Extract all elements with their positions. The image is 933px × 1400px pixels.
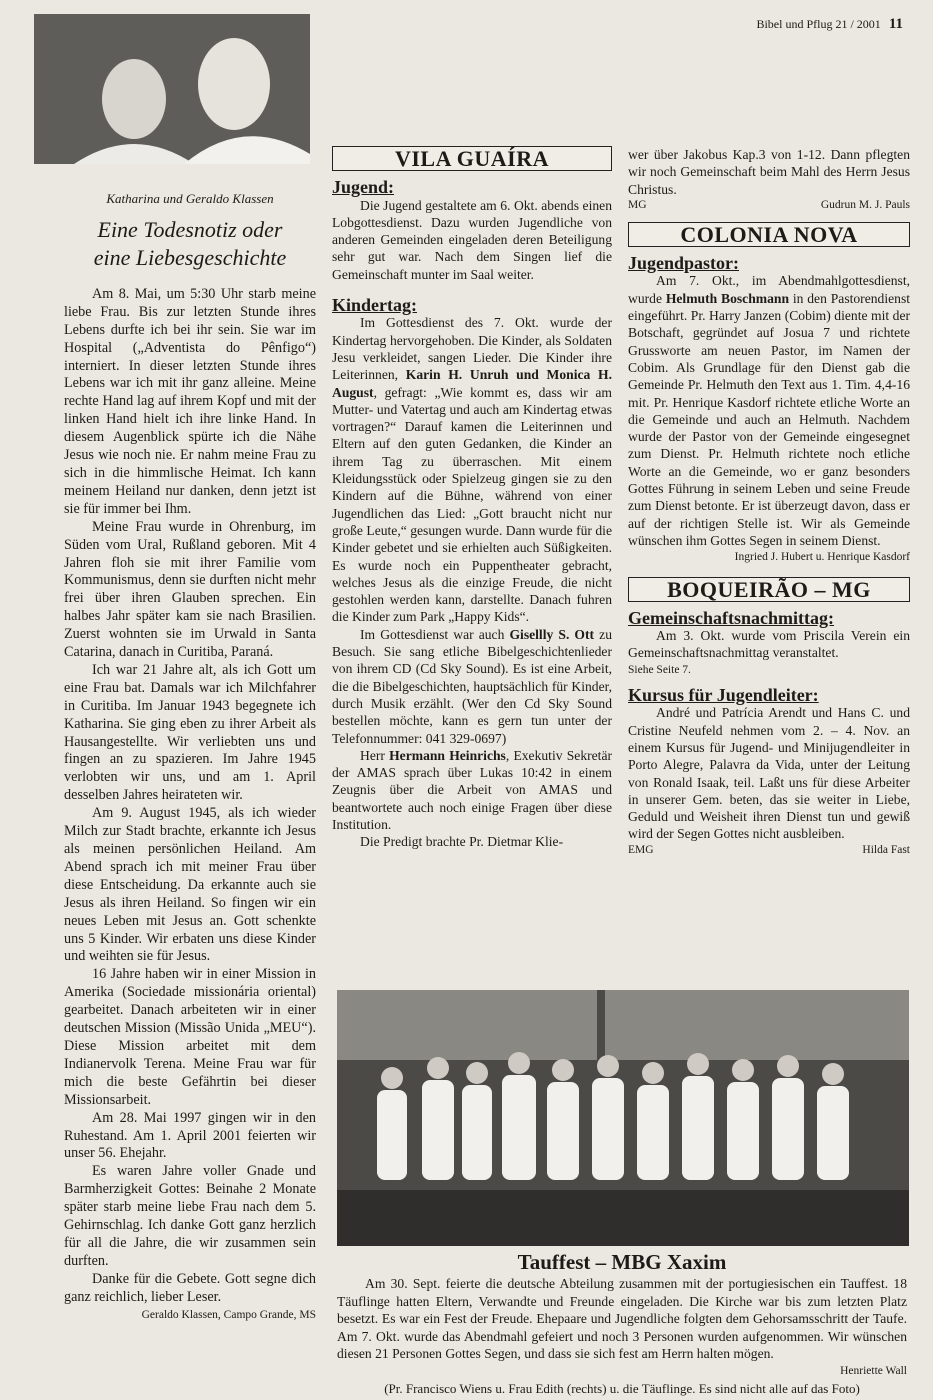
title-line-1: Eine Todesnotiz oder [97, 216, 283, 242]
group-photo [337, 990, 909, 1246]
paragraph: Am 3. Okt. wurde vom Priscila Verein ein Gemeinschaftsnachmittag veranstaltet. [628, 628, 910, 661]
signature: Henriette Wall [840, 1364, 907, 1377]
paragraph: André und Patrícia Arendt und Hans C. und Cristine Neufeld nehmen vom 2. – 4. Nov. an einem Kursus für Jugend- und Minijugendleiter in Porto Alegre, Palavra da Vida, unter der Leitung von Ronald Isaak, teil. Laßt uns für diese Arbeiter in unserer Gem. beten, das sie weiter in Liebe, Geduld und Weisheit ihren Dienst tun und gewiß wird der Segen Gottes nicht ausbleiben. [628, 705, 910, 842]
section-box-colonia-nova: COLONIA NOVA [628, 222, 910, 247]
text-span: Im Gottesdienst des 7. Okt. wurde der Kindertag hervorgehoben. Die Kinder, als Soldaten Jesu verkleidet, sangen Lieder. Die Kinder ihre Leiterinnen, [332, 315, 612, 383]
see-page-note: Siehe Seite 7. [628, 663, 691, 676]
photo-caption: Katharina und Geraldo Klassen [106, 191, 274, 206]
paragraph: wer über Jakobus Kap.3 von 1-12. Dann pflegten wir noch Gemeinschaft beim Mahl des Herrn Jesus Christus. [628, 147, 910, 197]
text-span: , gefragt: „Wie kommt es, dass wir am Mutter- und Vatertag und auch am Kindertag etwas vortragen?“ Darauf kamen die Leiterinnen und Eltern auf den guten Gedanken, die Kinder an ihrem Tag zu überraschen. Mit einem Kleidungsstück oder Spielzeug gingen sie zu den Kindern auf die Bühne, während von einer Jugendlichen das Lied: „Gott braucht nicht nur große Leute,“ gesungen wurde. Dann wurde für die Kinder gebetet und sie erhielten auch Süßigkeiten. Es wurde noch ein Puppentheater gebracht, welches Jesus als die einzige Freude, die nicht gestohlen werden kann, darstellte. Danach fuhren die Kinder zum Park „Happy Kids“. [332, 384, 612, 625]
baptism-article [337, 1275, 907, 1398]
paragraph: Ich war 21 Jahre alt, als ich Gott um eine Frau bat. Damals war ich Milchfahrer in Curitiba. Im Januar 1943 begegnete ich Katharina. Sie ging eben zu ihrer Arbeit als Hausangestellte. Wir verliebten uns und fingen an zu spazieren. Im Jahre 1945 verlobten wir uns, und am 1. April desselben Jahres heirateten wir. [64, 661, 316, 804]
section-box-vila-guaira: VILA GUAÍRA [332, 146, 612, 171]
title-line-2: eine Liebesgeschichte [93, 244, 287, 270]
text-span: zu Besuch. Sie sang etliche Bibelgeschichtenlieder von ihrem CD (Cd Sky Sound). Es ist eine Arbeit, die die Bibelgeschichten, hauptsächlich für Kinder, durch Musik erzählt. (Wer den Cd Sky Sound bestellen möchte, kann es gern tun unter der Telefonnummer: 041 329-0697) [332, 626, 612, 746]
bold-name: Helmuth Boschmann [665, 290, 790, 306]
portrait-photo [34, 14, 310, 164]
signature-row [628, 843, 910, 857]
subheading-gemeinschaftsnachmittag: Gemeinschaftsnachmittag: [628, 607, 834, 628]
subheading-kursus: Kursus für Jugendleiter: [628, 685, 819, 706]
paragraph: Am 9. August 1945, als ich wieder Milch zur Stadt brachte, erkannte ich Jesus als meinen persönlichen Heiland. Am Abend sprach ich mit meiner Frau über diese Entscheidung. Da erkannte auch sie Jesus als ihren Heiland. So fingen wir ein neues Leben mit Jesus an. Gott schenkte uns 5 Kinder. Wir erbaten uns diese Kinder und weihten sie für Jesus. [64, 805, 316, 965]
sig-place: EMG [628, 843, 654, 856]
header-text: Bibel und Pflug 21 / 2001 [756, 17, 881, 31]
signature: Ingried J. Hubert u. Henrique Kasdorf [734, 551, 910, 564]
text-span: Im Gottesdienst war auch [360, 626, 505, 642]
paragraph: Am 30. Sept. feierte die deutsche Abteilung zusammen mit der portugiesischen ein Tauffest. 18 Täuflinge hatten Eltern, Verwandte und Freunde eingeladen. Die Kirche war bis zum letzten Platz besetzt. Es war ein Fest der Freude. Ehepaare und Jugendliche folgten dem Gehorsamsschritt der Taufe. Am 7. Okt. wurde das Abendmahl gefeiert und noch 3 Personen wurden aufgenommen. Wir wünschen diesen 21 Personen Gottes Segen, und dass sie sich fest am Herrn halten mögen. [337, 1276, 907, 1361]
page-header [756, 16, 903, 33]
bold-names: Karin H. Unruh und Monica H. August [332, 367, 613, 400]
subheading-jugendpastor: Jugendpastor: [628, 253, 740, 274]
text-span: , Exekutiv Sekretär der AMAS sprach über Lukas 10:42 in einem Zeugnis über die Arbeit von AMAS und beantwortete auch noch einige Fragen über diese Institution. [332, 747, 613, 832]
paragraph: Es waren Jahre voller Gnade und Barmherzigkeit Gottes: Beinahe 2 Monate später starb meine liebe Frau nach dem 5. Gehirnschlag. Ich danke Gott ganz herzlich für all die Jahre, die wir zusammen sein durften. [64, 1163, 316, 1269]
paragraph: Am 8. Mai, um 5:30 Uhr starb meine liebe Frau. Bis zur letzten Stunde ihres Lebens durfte ich bei ihr sein. Sie war im Hospital („Adventista do Pênfigo“) interniert. In dieser letzten Stunde ihres Lebens war ich mit ihr ganz alleine. Meine rechte Hand lag auf ihrem Kopf und mit der linken Hand hielt ich ihre linke Hand. In diesem Augenblick spürte ich die Nähe Jesus wie noch nie. Er nahm meine Frau zu sich in die himmlische Heimat. Ich kann meinem Heiland nur danken, denn jetzt ist sie für immer bei Ihm. [64, 285, 316, 517]
text-span: Am 7. Okt., im Abendmahlgottesdienst, wurde [628, 273, 910, 306]
subheading-jugend: Jugend: [332, 177, 395, 198]
paragraph: Die Jugend gestaltete am 6. Okt. abends einen Lobgottesdienst. Dazu wurden Jugendliche von anderen Gemeinden eingeladen deren Beteiligung sehr gut war. Nach dem Singen lief die Gemeinschaft munter im Saal weiter. [332, 197, 612, 282]
right-column [628, 146, 910, 857]
sig-place: MG [628, 198, 647, 211]
paragraph: Meine Frau wurde in Ohrenburg, im Süden vom Ural, Rußland geboren. Mit 4 Jahren floh sie mit ihrer Familie vom Kommunismus, denn sie durften nicht mehr frei über ihren Glauben sprechen. Ein halbes Jahr später kam sie nach Brasilien. Zuerst wohnten sie im Urwald in Santa Catarina, danach in Curitiba, Paraná. [64, 518, 316, 661]
paragraph: Die Predigt brachte Pr. Dietmar Klie- [360, 834, 564, 850]
paragraph: Danke für die Gebete. Gott segne dich ganz reichlich, lieber Leser. [64, 1270, 316, 1305]
paragraph [628, 272, 910, 549]
paragraph [332, 626, 612, 747]
left-column [64, 190, 316, 1324]
paragraph: 16 Jahre haben wir in einer Mission in Amerika (Sociedade missionária oriental) gearbeitet. Danach arbeiteten wir in einer deutschen Mission (Missão Unida „MEU“). Diese Mission arbeitet mit dem Indianervolk Terena. Meine Frau war für mich die beste Gefährtin bei dieser Missionsarbeit. [64, 966, 316, 1108]
paragraph [332, 747, 612, 833]
bold-name: Gisellly S. Ott [509, 626, 595, 642]
text-span: Herr [360, 747, 385, 763]
paragraph [332, 314, 612, 625]
bold-name: Hermann Heinrichs [389, 747, 506, 763]
baptism-title: Tauffest – MBG Xaxim [517, 1250, 727, 1274]
middle-column [332, 146, 612, 851]
group-photo-caption: (Pr. Francisco Wiens u. Frau Edith (rechts) u. die Täuflinge. Es sind nicht alle auf das Foto) [384, 1381, 860, 1396]
paragraph: Am 28. Mai 1997 gingen wir in den Ruhestand. Am 1. April 2001 feierten wir unser 56. Ehejahr. [64, 1109, 316, 1162]
signature-row [628, 198, 910, 212]
section-box-boqueirao: BOQUEIRÃO – MG [628, 577, 910, 602]
text-span: in den Pastorendienst eingeführt. Pr. Harry Janzen (Cobim) diente mit der Botschaft, gegründet auf Josua 7 und richtete Grussworte am neuen Pastor, im Namen der Cobim. Als Grundlage für den Dienst gab die Gemeinde Pr. Helmuth den Text aus 1. Tim. 4,4-16 mit. Pr. Henrique Kasdorf richtete etliche Worte an die Gemeinde und auch an Helmuth. Nachdem wurde der Pastor von der Gemeinde eingesegnet zum Dienst. Pr. Helmuth richtete noch etliche Worte an die Gemeinde, wo er ganz besonders Gottes Führung in seinem Leben und seine Freude zum Dienst betonte. Er ist überzeugt davon, dass er auf der richtigen Stelle ist. Wir als Gemeinde wünschen ihm Gottes Segen in seinem Dienst. [628, 290, 911, 548]
sig-name: Hilda Fast [862, 843, 910, 856]
page-number: 11 [888, 16, 903, 32]
sig-name: Gudrun M. J. Pauls [820, 198, 910, 211]
article-title [64, 216, 316, 272]
signature: Geraldo Klassen, Campo Grande, MS [141, 1308, 316, 1321]
subheading-kindertag: Kindertag: [332, 295, 417, 316]
